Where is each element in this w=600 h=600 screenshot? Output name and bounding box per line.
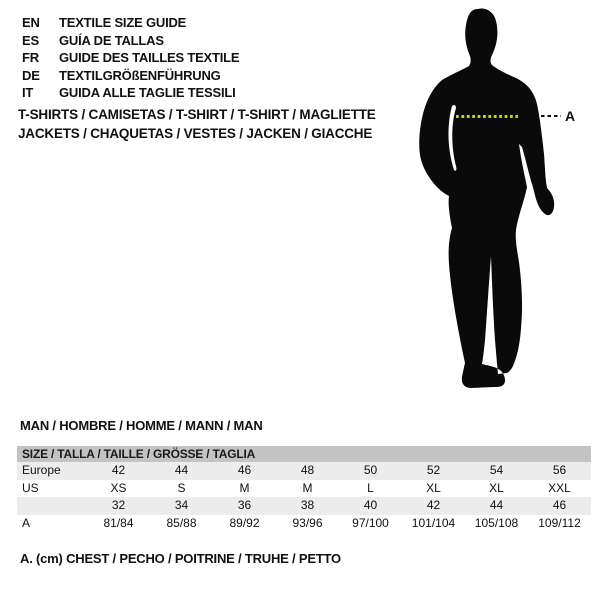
size-cell: 32: [111, 498, 126, 512]
size-cell: XL: [426, 480, 441, 495]
size-cell: 36: [237, 498, 252, 512]
row-label: A: [22, 515, 31, 530]
lang-code: ES: [22, 32, 39, 48]
table-row-chest-a: [17, 515, 591, 533]
size-cell: 44: [489, 498, 504, 512]
lang-title: GUIDE DES TAILLES TEXTILE: [59, 50, 240, 66]
size-cell: 97/100: [352, 515, 389, 530]
lang-code: EN: [22, 15, 40, 30]
size-cell: 46: [237, 463, 252, 477]
size-cell: 93/96: [292, 515, 323, 530]
row-label: US: [22, 480, 39, 495]
size-cell: 56: [552, 463, 567, 477]
category-line-tshirts: T-SHIRTS / CAMISETAS / T-SHIRT / T-SHIRT / MAGLIETTE: [18, 107, 376, 122]
lang-title: GUÍA DE TALLAS: [59, 32, 164, 48]
size-table-header: SIZE / TALLA / TAILLE / GRÖSSE / TAGLIA: [17, 446, 591, 462]
size-cell: 42: [426, 498, 441, 512]
size-cell: XL: [489, 480, 504, 495]
size-cell: 50: [363, 463, 378, 477]
size-cell: M: [302, 480, 313, 495]
size-cell: 44: [174, 463, 189, 477]
man-silhouette: [419, 9, 554, 388]
lang-code: IT: [22, 85, 34, 101]
size-cell: 89/92: [229, 515, 260, 530]
table-row-numeric: [17, 497, 591, 515]
size-cell: 54: [489, 463, 504, 477]
size-table: [17, 446, 591, 532]
row-label: [17, 497, 87, 515]
table-row-europe: [17, 462, 591, 480]
size-cell: M: [239, 480, 250, 495]
category-line-jackets: JACKETS / CHAQUETAS / VESTES / JACKEN / GIACCHE: [18, 125, 373, 141]
section-heading-man: MAN / HOMBRE / HOMME / MANN / MAN: [20, 418, 263, 433]
size-cell: XS: [110, 480, 127, 495]
size-cell: 34: [174, 498, 189, 512]
lang-title: GUIDA ALLE TAGLIE TESSILI: [59, 85, 236, 101]
size-cell: 101/104: [411, 515, 456, 530]
size-cell: XXL: [548, 480, 571, 495]
measure-a-label: A: [565, 108, 576, 124]
size-cell: 109/112: [538, 515, 581, 530]
size-cell: 85/88: [166, 515, 197, 530]
lang-title: TEXTILE SIZE GUIDE: [59, 15, 187, 30]
table-row-us: [17, 480, 591, 498]
lang-code: DE: [22, 67, 40, 83]
size-cell: 40: [363, 498, 378, 512]
size-cell: S: [177, 480, 186, 495]
size-cell: 38: [300, 498, 315, 512]
size-cell: 52: [426, 463, 441, 477]
row-label: Europe: [22, 463, 61, 477]
size-cell: 105/108: [474, 515, 519, 530]
lang-code: FR: [22, 50, 39, 66]
measure-footnote: A. (cm) CHEST / PECHO / POITRINE / TRUHE / PETTO: [20, 551, 341, 566]
size-cell: 46: [552, 498, 567, 512]
size-cell: 81/84: [103, 515, 134, 530]
lang-title: TEXTILGRÖßENFÜHRUNG: [59, 67, 221, 83]
size-cell: 42: [111, 463, 126, 477]
size-cell: L: [367, 480, 374, 495]
size-cell: 48: [300, 463, 315, 477]
